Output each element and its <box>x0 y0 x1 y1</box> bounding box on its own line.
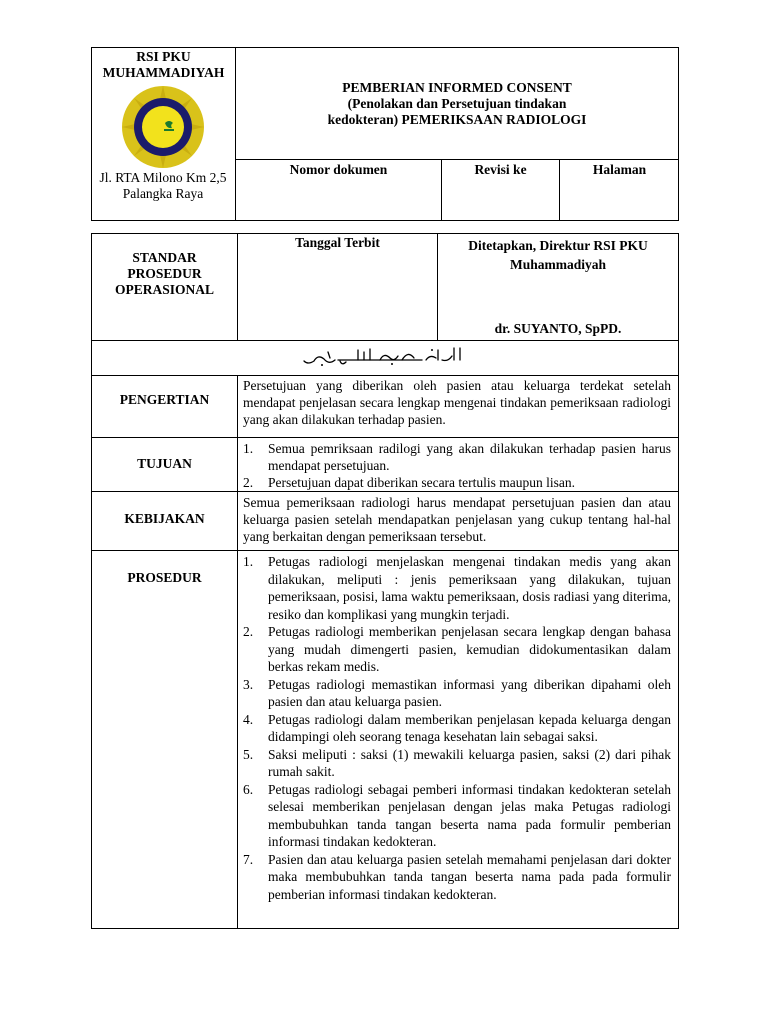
hospital-address: Jl. RTA Milono Km 2,5 Palangka Raya <box>99 170 227 201</box>
approval-block: Ditetapkan, Direktur RSI PKU Muhammadiyah <box>468 238 648 272</box>
sop-col-divider-body <box>237 375 238 929</box>
pengertian-text: Persetujuan yang diberikan oleh pasien atau keluarga terdekat setelah mendapat penjelasan secara lengkap mengenai tindakan pemeriksaan radiologi yang akan dilakukan terhadap pasien. <box>243 378 671 427</box>
hospital-name: RSI PKU MUHAMMADIYAH <box>102 49 225 80</box>
signatory-name: dr. SUYANTO, SpPD. <box>494 321 622 336</box>
doc-number-label: Nomor dokumen <box>289 162 388 177</box>
tujuan-label: TUJUAN <box>137 456 192 471</box>
row-line-5 <box>91 550 679 551</box>
list-item: 4. Petugas radiologi dalam memberikan penjelasan kepada keluarga dengan didampingi oleh seorang tenaga kesehatan lain sebagai saksi. <box>243 711 671 744</box>
list-item: 7. Pasien dan atau keluarga pasien setelah memahami penjelasan dari dokter maka membubuhkan tanda tangan beserta nama pada pada formulir pemberian informasi tindakan kedokteran. <box>243 851 671 902</box>
hospital-logo <box>121 85 205 169</box>
revision-label: Revisi ke <box>474 162 527 177</box>
prosedur-list <box>241 553 671 903</box>
list-item: 1. Semua pemriksaan radilogi yang akan dilakukan terhadap pasien harus mendapat persetujuan. <box>243 441 671 473</box>
row-line-2 <box>91 375 679 376</box>
kebijakan-label: KEBIJAKAN <box>124 511 205 526</box>
list-item: 2. Persetujuan dapat diberikan secara tertulis maupun lisan. <box>243 475 576 490</box>
list-item: 2. Petugas radiologi memberikan penjelasan secara lengkap dengan bahasa yang mudah dimengerti pasien, kemudian didokumentasikan dalam berkas rekam medis. <box>243 624 671 674</box>
list-item: 5. Saksi meliputi : saksi (1) mewakili keluarga pasien, saksi (2) dari pihak rumah sakit. <box>243 746 671 779</box>
tujuan-list <box>241 440 671 491</box>
kebijakan-text: Semua pemeriksaan radiologi harus mendapat persetujuan pasien dan atau keluarga pasien setelah mendapatkan penjelasan yang cukup tentang hal-hal yang berkaitan dengan pemeriksaan tersebut. <box>243 495 671 544</box>
list-item: 1. Petugas radiologi menjelaskan mengenai tindakan medis yang akan dilakukan, meliputi : jenis pemeriksaan yang dilakukan, tujuan pemeriksaan, posisi, lama waktu pemeriksaan, dosis radiasi yang diterima, resiko dan komplikasi yang mungkin terjadi. <box>243 554 671 622</box>
page-label: Halaman <box>592 162 647 177</box>
issue-date-label: Tanggal Terbit <box>295 235 380 250</box>
row-line-3 <box>91 437 679 438</box>
header-row-divider <box>235 159 679 160</box>
sop-label: STANDAR PROSEDUR OPERASIONAL <box>114 250 214 297</box>
list-item: 3. Petugas radiologi memastikan informasi yang diberikan dipahami oleh pasien dan atau keluarga pasien. <box>243 676 671 709</box>
prosedur-label: PROSEDUR <box>127 570 202 585</box>
row-line-1 <box>91 340 679 341</box>
pengertian-label: PENGERTIAN <box>119 392 210 407</box>
list-item: 6. Petugas radiologi sebagai pemberi informasi tindakan kedokteran setelah selesai memberikan penjelasan dengan jelas maka Petugas radiologi membubuhkan tanda tangan beserta nama pada formulir pemberian informasi tindakan kedokteran. <box>243 781 671 849</box>
row-line-4 <box>91 491 679 492</box>
document-title: PEMBERIAN INFORMED CONSENT (Penolakan dan Persetujuan tindakan kedokteran) PEMERIKSAAN RADIOLOGI <box>327 80 587 127</box>
basmalah-calligraphy <box>302 344 466 368</box>
